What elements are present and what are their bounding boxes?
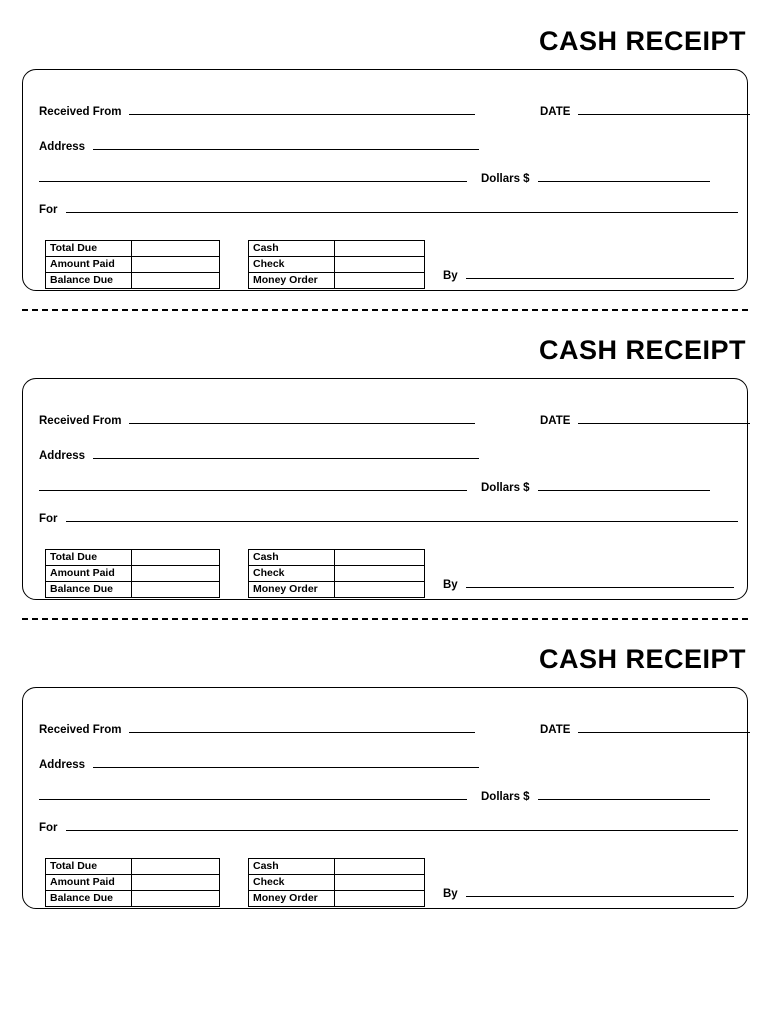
received-from-row — [39, 415, 475, 428]
payment-method-table — [248, 549, 425, 598]
balance-due-value[interactable] — [132, 582, 220, 598]
check-label: Check — [249, 566, 335, 582]
total-due-label: Total Due — [46, 550, 132, 566]
check-label: Check — [249, 875, 335, 891]
cash-label: Cash — [249, 241, 335, 257]
table-row — [46, 566, 220, 582]
cash-value[interactable] — [335, 241, 425, 257]
receipt-card — [22, 69, 748, 291]
received-from-input[interactable] — [129, 731, 475, 733]
check-value[interactable] — [335, 566, 425, 582]
received-from-input[interactable] — [129, 113, 475, 115]
table-row — [249, 550, 425, 566]
check-label: Check — [249, 257, 335, 273]
address-line2-input[interactable] — [39, 489, 467, 491]
money-order-label: Money Order — [249, 891, 335, 907]
amount-paid-label: Amount Paid — [46, 566, 132, 582]
balance-due-value[interactable] — [132, 273, 220, 289]
dollars-input[interactable] — [538, 489, 710, 491]
receipt-title: CASH RECEIPT — [538, 644, 746, 674]
money-order-value[interactable] — [335, 891, 425, 907]
received-from-row — [39, 724, 475, 737]
address-input[interactable] — [93, 457, 479, 459]
address-line2-dollars-row — [39, 173, 710, 186]
for-row — [39, 822, 738, 835]
for-label: For — [39, 513, 58, 525]
balance-due-label: Balance Due — [46, 891, 132, 907]
by-label: By — [443, 270, 458, 282]
by-input[interactable] — [466, 586, 734, 588]
receipt-title: CASH RECEIPT — [538, 335, 746, 365]
address-label: Address — [39, 450, 86, 462]
dollars-input[interactable] — [538, 180, 710, 182]
receipt-card — [22, 687, 748, 909]
money-order-value[interactable] — [335, 582, 425, 598]
dollars-label: Dollars $ — [481, 791, 530, 803]
money-order-label: Money Order — [249, 582, 335, 598]
table-row — [46, 550, 220, 566]
table-row — [249, 257, 425, 273]
for-row — [39, 204, 738, 217]
date-row — [540, 106, 750, 119]
table-row — [249, 566, 425, 582]
payment-method-table — [248, 240, 425, 289]
payment-method-table — [248, 858, 425, 907]
amount-paid-label: Amount Paid — [46, 257, 132, 273]
table-row — [249, 891, 425, 907]
money-order-value[interactable] — [335, 273, 425, 289]
for-row — [39, 513, 738, 526]
address-line2-dollars-row — [39, 482, 710, 495]
by-label: By — [443, 888, 458, 900]
amount-paid-value[interactable] — [132, 566, 220, 582]
balance-due-label: Balance Due — [46, 273, 132, 289]
date-row — [540, 724, 750, 737]
for-input[interactable] — [66, 829, 738, 831]
amount-paid-value[interactable] — [132, 875, 220, 891]
date-input[interactable] — [578, 422, 750, 424]
amount-paid-label: Amount Paid — [46, 875, 132, 891]
amount-table — [45, 240, 220, 289]
amount-table — [45, 549, 220, 598]
total-due-value[interactable] — [132, 859, 220, 875]
balance-due-label: Balance Due — [46, 582, 132, 598]
table-row — [249, 859, 425, 875]
cash-receipt-3 — [0, 620, 770, 909]
received-from-row — [39, 106, 475, 119]
by-input[interactable] — [466, 895, 734, 897]
date-input[interactable] — [578, 113, 750, 115]
for-input[interactable] — [66, 520, 738, 522]
address-line2-input[interactable] — [39, 180, 467, 182]
balance-due-value[interactable] — [132, 891, 220, 907]
address-row — [39, 450, 479, 463]
table-row — [249, 582, 425, 598]
address-line2-input[interactable] — [39, 798, 467, 800]
address-row — [39, 141, 479, 154]
address-row — [39, 759, 479, 772]
address-input[interactable] — [93, 766, 479, 768]
total-due-value[interactable] — [132, 550, 220, 566]
date-row — [540, 415, 750, 428]
address-label: Address — [39, 759, 86, 771]
received-from-label: Received From — [39, 415, 122, 427]
by-row — [443, 579, 734, 592]
address-input[interactable] — [93, 148, 479, 150]
table-row — [46, 241, 220, 257]
date-label: DATE — [540, 724, 571, 736]
table-row — [46, 582, 220, 598]
received-from-input[interactable] — [129, 422, 475, 424]
cash-value[interactable] — [335, 859, 425, 875]
received-from-label: Received From — [39, 106, 122, 118]
cash-label: Cash — [249, 859, 335, 875]
for-label: For — [39, 822, 58, 834]
check-value[interactable] — [335, 875, 425, 891]
money-order-label: Money Order — [249, 273, 335, 289]
table-row — [46, 859, 220, 875]
by-input[interactable] — [466, 277, 734, 279]
by-row — [443, 888, 734, 901]
by-label: By — [443, 579, 458, 591]
received-from-label: Received From — [39, 724, 122, 736]
address-label: Address — [39, 141, 86, 153]
address-line2-dollars-row — [39, 791, 710, 804]
cash-label: Cash — [249, 550, 335, 566]
table-row — [46, 875, 220, 891]
total-due-value[interactable] — [132, 241, 220, 257]
table-row — [249, 273, 425, 289]
table-row — [46, 273, 220, 289]
table-row — [46, 891, 220, 907]
for-input[interactable] — [66, 211, 738, 213]
total-due-label: Total Due — [46, 241, 132, 257]
check-value[interactable] — [335, 257, 425, 273]
date-label: DATE — [540, 106, 571, 118]
date-label: DATE — [540, 415, 571, 427]
cash-receipt-1 — [0, 0, 770, 291]
table-row — [249, 241, 425, 257]
amount-paid-value[interactable] — [132, 257, 220, 273]
date-input[interactable] — [578, 731, 750, 733]
by-row — [443, 270, 734, 283]
amount-table — [45, 858, 220, 907]
dollars-label: Dollars $ — [481, 482, 530, 494]
cash-receipt-2 — [0, 311, 770, 600]
dollars-label: Dollars $ — [481, 173, 530, 185]
table-row — [249, 875, 425, 891]
cash-value[interactable] — [335, 550, 425, 566]
dollars-input[interactable] — [538, 798, 710, 800]
receipt-card — [22, 378, 748, 600]
total-due-label: Total Due — [46, 859, 132, 875]
for-label: For — [39, 204, 58, 216]
receipt-title: CASH RECEIPT — [538, 26, 746, 56]
table-row — [46, 257, 220, 273]
